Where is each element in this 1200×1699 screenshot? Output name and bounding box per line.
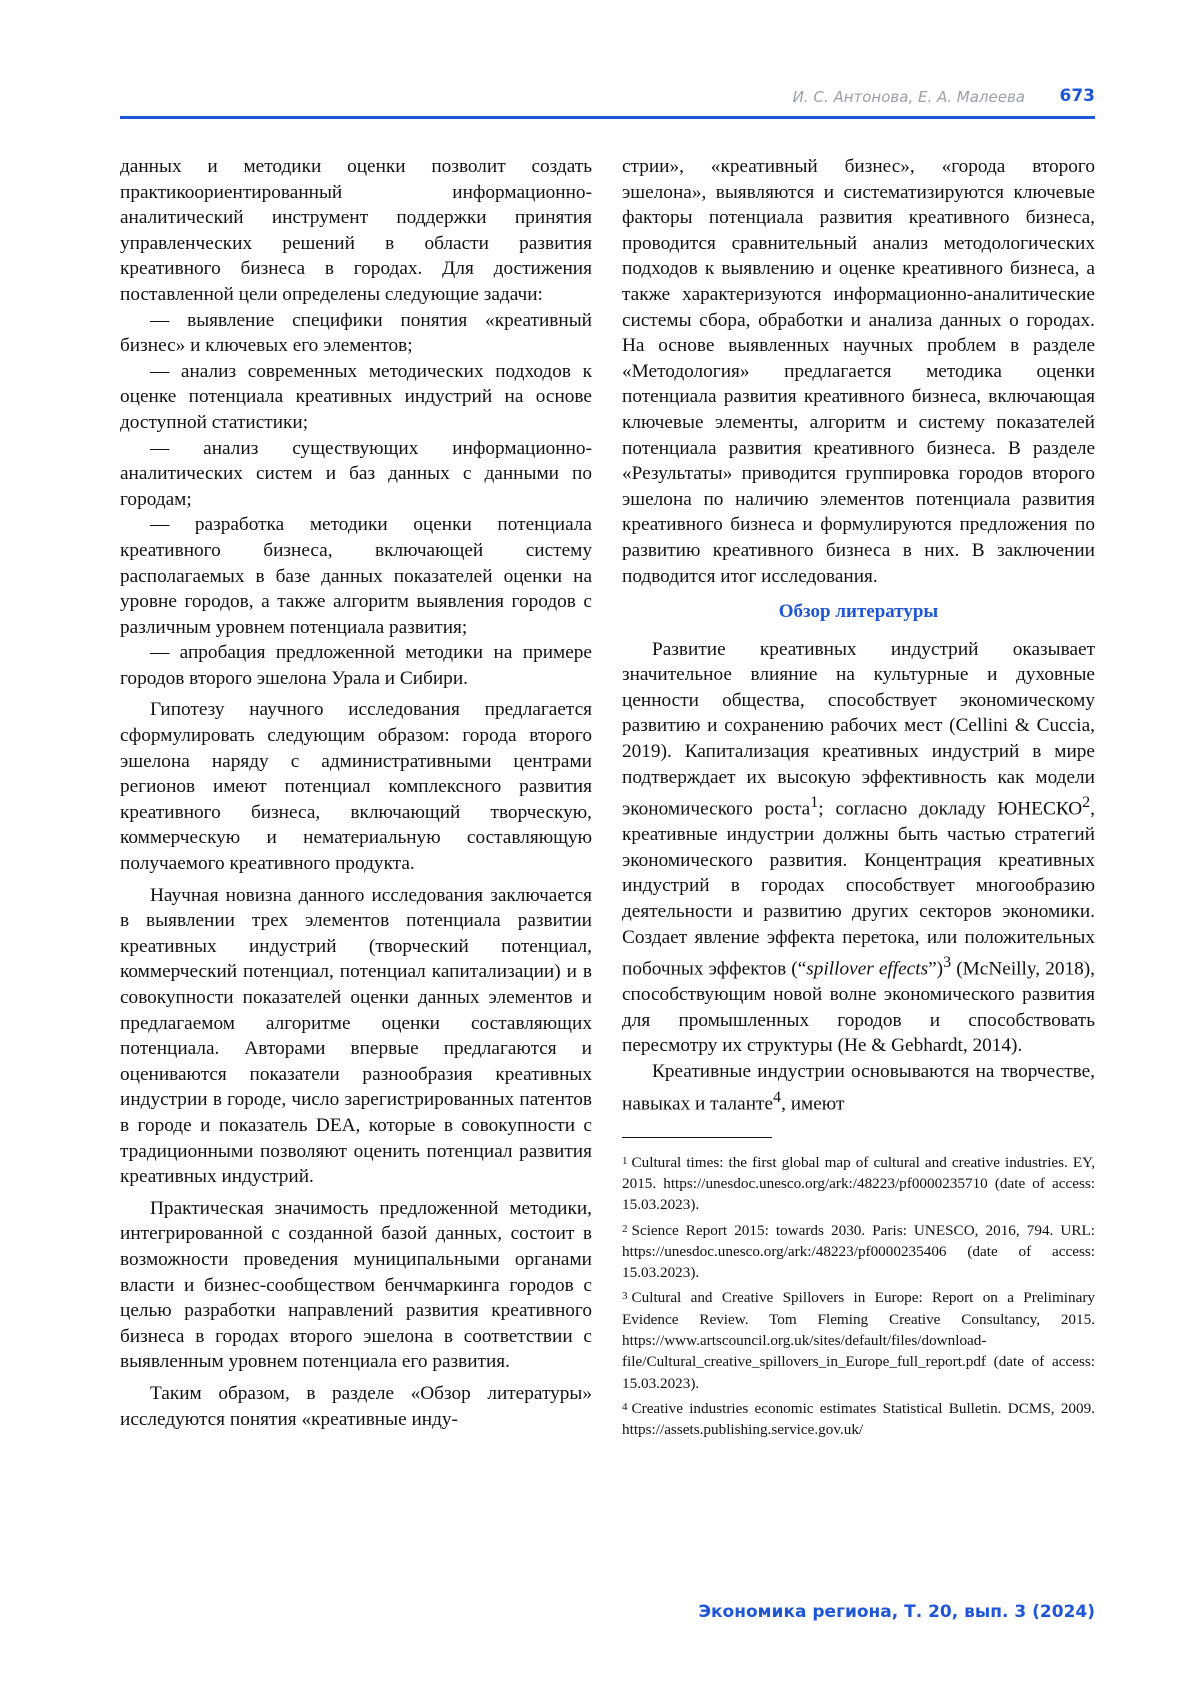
footnote-text: Cultural times: the first global map of cultural and creative industries. EY, 2015. https://unesdoc.unesco.org/ark:/48223/pf0000235710 (date of access: 15.03.2023).: [622, 1153, 1095, 1214]
right-column: [622, 154, 1095, 1445]
italic-term: spillover effects: [806, 958, 929, 980]
paragraph: данных и методики оценки позволит создать практикоориентированный информационно-аналитический инструмент поддержки принятия управленческих решений в области развития креативного бизнеса в городах. Для достижения поставленной цели определены следующие задачи:: [120, 156, 592, 305]
paragraph: Научная новизна данного исследования заключается в выявлении трех элементов потенциала развитии креативных индустрий (творческий потенциал, коммерческий потенциал, потенциал капитализации) и в совокупности показателей оценки данных элементов и предлагаемом алгоритме оценки составляющих потенциала. Авторами впервые предлагаются и оцениваются показатели разнообразия креативных индустрии в городе, число зарегистрированных патентов в городе и показатель DEA, которые в совокупности с традиционными позволяют оценить потенциал развития креативных индустрий.: [120, 884, 592, 1188]
section-heading: Обзор литературы: [778, 601, 939, 623]
paragraph: Практическая значимость предложенной методики, интегрированной с созданной базой данных, состоит в возможности проведения муниципальными органами власти и бизнес-сообществом бенчмаркинга городов с целью разработки направлений развития креативного бизнеса в городах второго эшелона в соответствии с выявленным уровнем потенциала его развития.: [120, 1197, 592, 1373]
footnote-number: 2: [622, 1222, 628, 1235]
paragraph: [622, 1059, 1095, 1117]
footnote: [622, 1398, 1095, 1441]
footnote-ref: 2: [1082, 794, 1091, 812]
footnote-text: Creative industries economic estimates Statistical Bulletin. DCMS, 2009. https://assets.publishing.service.gov.uk/: [622, 1399, 1095, 1439]
footnote-text: Cultural and Creative Spillovers in Europe: Report on a Preliminary Evidence Review. Tom Fleming Creative Consultancy, 2015. https://www.artscouncil.org.uk/sites/default/files/download-file/Cultural_creative_spillovers_in_Europe_full_report.pdf (date of access: 15.03.2023).: [622, 1289, 1095, 1392]
paragraph: Гипотезу научного исследования предлагается сформулировать следующим образом: города второго эшелона наряду с административными центрами регионов имеют потенциал комплексного развития креативного бизнеса, включающий творческую, коммерческую и нематериальную составляющую получаемого креативного продукта.: [120, 699, 592, 875]
header-authors: И. С. Антонова, Е. А. Малеева: [792, 88, 1025, 106]
task-item: — анализ существующих информационно-аналитических систем и баз данных с данными по городам;: [120, 437, 592, 510]
task-item: — разработка методики оценки потенциала креативного бизнеса, включающей систему располагаемых в базе данных показателей оценки на уровне городов, а также алгоритм выявления городов с различным уровнем потенциала развития;: [120, 514, 592, 638]
header-rule: [120, 116, 1095, 119]
running-header: [120, 86, 1095, 114]
footnote-number: 4: [622, 1400, 628, 1413]
left-column: [120, 154, 592, 1432]
text-run: (McNeilly, 2018), способствующим новой волне экономического развития для промышленных городов и способствовать пересмотру их структуры (He & Gebhardt, 2014).: [622, 958, 1095, 1057]
page-number: 673: [1059, 86, 1095, 106]
text-run: ; согласно докладу ЮНЕСКО: [818, 798, 1083, 820]
task-item: — апробация предложенной методики на примере городов второго эшелона Урала и Сибири.: [120, 642, 592, 689]
footnote: [622, 1152, 1095, 1216]
task-item: — выявление специфики понятия «креативный бизнес» и ключевых его элементов;: [120, 309, 592, 357]
footnote: [622, 1220, 1095, 1284]
footnote-ref: 1: [810, 794, 819, 812]
text-run: , имеют: [781, 1093, 845, 1115]
journal-footer: Экономика региона, Т. 20, вып. 3 (2024): [698, 1602, 1095, 1622]
paragraph: стрии», «креативный бизнес», «города второго эшелона», выявляются и систематизируются ключевые факторы потенциала развития креативного бизнеса, проводится сравнительный анализ методологических подходов к выявлению и оценке креативного бизнеса, а также характеризуются информационно-аналитические системы сбора, обработки и анализа данных о городах. На основе выявленных научных проблем в разделе «Методология» предлагается методика оценки потенциала развития креативного бизнеса, включающая ключевые элементы, алгоритм и систему показателей потенциала развития креативного бизнеса. В разделе «Результаты» приводится группировка городов второго эшелона по наличию элементов потенциала развития креативного бизнеса и формулируются предложения по развитию креативного бизнеса в них. В заключении подводится итог исследования.: [622, 156, 1095, 587]
footnote-rule: [622, 1137, 772, 1138]
text-run: Развитие креативных индустрий оказывает значительное влияние на культурные и духовные ценности общества, способствует экономическому развитию и сохранению рабочих мест (Cellini & Cuccia, 2019). Капитализация креативных индустрий в мире подтверждает их высокую эффективность как модели экономического роста: [622, 638, 1095, 820]
footnote-ref: 4: [773, 1088, 782, 1106]
text-run: ”): [928, 958, 944, 980]
footnote: [622, 1287, 1095, 1393]
footnotes: [622, 1152, 1095, 1441]
paragraph: [622, 637, 1095, 1059]
task-item: — анализ современных методических подходов к оценке потенциала креативных индустрий на основе доступной статистики;: [120, 360, 592, 433]
paragraph: Таким образом, в разделе «Обзор литературы» исследуются понятия «креативные инду-: [120, 1382, 592, 1430]
footnote-text: Science Report 2015: towards 2030. Paris: UNESCO, 2016, 794. URL: https://unesdoc.unesco.org/ark:/48223/pf0000235406 (date of access: 15.03.2023).: [622, 1221, 1095, 1282]
footnote-number: 3: [622, 1290, 628, 1303]
footnote-ref: 3: [943, 954, 952, 972]
text-run: , креативные индустрии должны быть частью стратегий экономического развития. Концентрация креативных индустрий в городах способствует многообразию деятельности и развитию других секторов экономики. Создает явление эффекта перетока, или положительных побочных эффектов (“: [622, 798, 1095, 980]
footnote-number: 1: [622, 1154, 628, 1167]
text-run: Креативные индустрии основываются на творчестве, навыках и таланте: [622, 1061, 1095, 1115]
